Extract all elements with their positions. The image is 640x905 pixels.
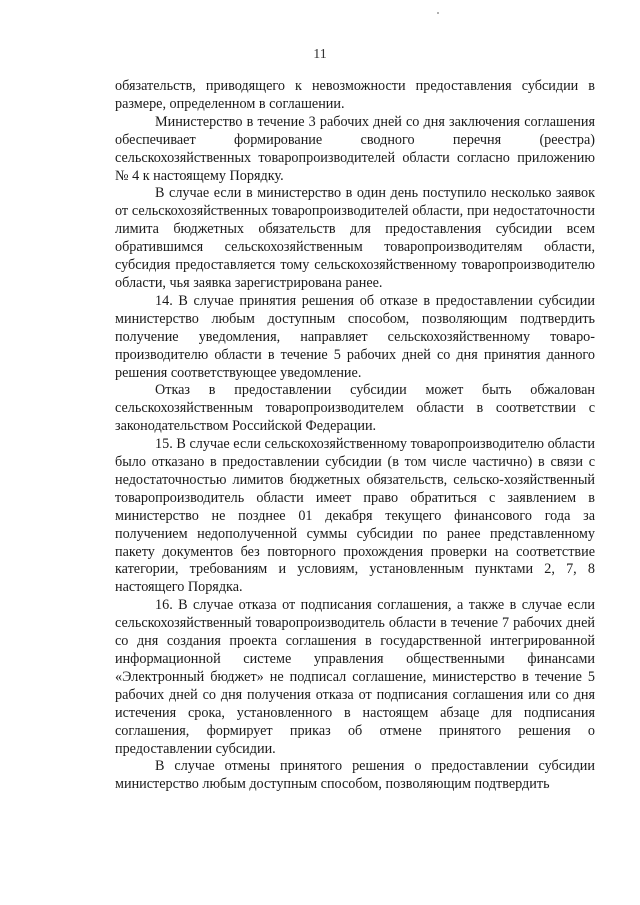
paragraph-multiple-applications: В случае если в министерство в один день поступило несколько заявок от сельскохозяйственных товаропроизводителей области, при недостаточности лимита бюджетных обязательств для предоставления субсидии всем обратившимся сельскохозяйственным товаропроизводителям области, субсидия предоставляется тому сельскохозяйственному товаропроизводителю области, чья заявка зарегистрирована ранее. (115, 185, 595, 291)
paragraph-item-15: 15. В случае если сельскохозяйственному товаропроизводителю области было отказано в предоставлении субсидии (в том числе частично) в связи с недостаточностью лимитов бюджетных обязательств, сельско-хозяйственный товаропроизводитель области имеет право обратиться с заявлением в министерство не позднее 01 декабря текущего финансового года за получением недополученной суммы субсидии по ранее представленному пакету документов без повторного прохождения проверки на соответствие категории, требованиям и условиям, установленным пунктами 2, 7, 8 настоящего Порядка. (115, 436, 595, 596)
paragraph-item-16: 16. В случае отказа от подписания соглашения, а также в случае если сельскохозяйственный товаропроизводитель области в течение 7 рабочих дней со дня создания проекта соглашения в государственной интегрированной информационной системе управления общественными финансами «Электронный бюджет» не подписал соглашение, министерство в течение 5 рабочих дней со дня получения отказа от подписания соглашения или со дня истечения срока, установленного в настоящем абзаце для подписания соглашения, формирует приказ об отмене принятого решения о предоставлении субсидии. (115, 597, 595, 757)
document-body (115, 78, 595, 794)
page-number: 11 (313, 47, 327, 62)
paragraph-appeal: Отказ в предоставлении субсидии может быть обжалован сельскохозяйственным товаропроизводителем области в соответствии с законодательством Российской Федерации. (115, 382, 595, 435)
paragraph-continuation: обязательств, приводящего к невозможности предоставления субсидии в размере, определенном в соглашении. (115, 78, 595, 112)
paragraph-item-14: 14. В случае принятия решения об отказе в предоставлении субсидии министерство любым доступным способом, позволяющим подтвердить получение уведомления, направляет сельскохозяйственному товаро-производителю области в течение 5 рабочих дней со дня принятия данного решения соответствующее уведомление. (115, 292, 595, 381)
paragraph-registry: Министерство в течение 3 рабочих дней со дня заключения соглашения обеспечивает формирование сводного перечня (реестра) сельскохозяйственных товаропроизводителей области согласно приложению № 4 к настоящему Порядку. (115, 113, 595, 184)
scan-speck (437, 12, 439, 14)
paragraph-cancellation: В случае отмены принятого решения о предоставлении субсидии министерство любым доступным способом, позволяющим подтвердить (115, 758, 595, 793)
